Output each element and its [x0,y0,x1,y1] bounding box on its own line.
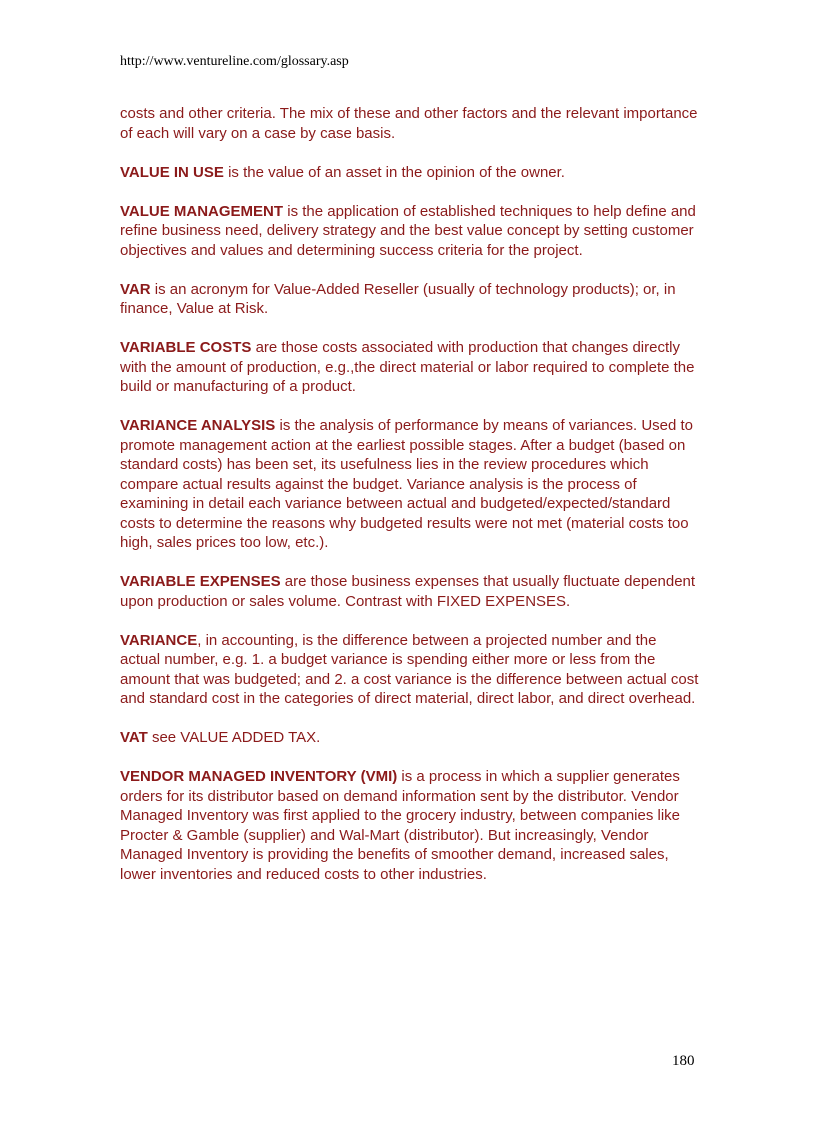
entry-text: is a process in which a supplier generates orders for its distributor based on demand information sent by the distributor. Vendor Managed Inventory was first applied to the grocery industry, between companies like Procter & Gamble (supplier) and Wal-Mart (distributor). But increasingly, Vendor Managed Inventory is providing the benefits of smoother demand, increased sales, lower inventories and reduced costs to other industries. [120,768,681,883]
entry-term: VARIABLE COSTS [120,339,252,356]
glossary-entry-vat [120,728,700,748]
glossary-entry-variance-analysis [120,416,700,553]
glossary-content [120,104,700,904]
entry-term: VARIANCE [120,631,198,649]
page-number: 180 [672,1053,695,1069]
glossary-entry-vmi [120,767,700,884]
glossary-entry-var [120,280,700,319]
page-header-url: http://www.ventureline.com/glossary.asp [120,54,349,69]
entry-text: , in accounting, is the difference between a projected number and the actual number, e.g. 1. a budget variance is spending either more or less from the amount that was budgeted; and 2. a cost variance is the difference between actual cost and standard cost in the categories of direct material, direct labor, and direct overhead. [120,631,699,707]
glossary-entry-variable-expenses [120,572,700,611]
glossary-entry-continuation [120,104,700,143]
entry-text: are those business expenses that usually fluctuate dependent upon production or sales volume. Contrast with FIXED EXPENSES. [120,573,696,610]
entry-text: is an acronym for Value-Added Reseller (usually of technology products); or, in finance, Value at Risk. [120,280,676,317]
entry-term: VAT [120,729,148,746]
entry-text: are those costs associated with production that changes directly with the amount of production, e.g.,the direct material or labor required to complete the build or manufacturing of a product. [120,339,695,395]
entry-text: see VALUE ADDED TAX. [147,729,321,746]
glossary-entry-value-management [120,202,700,261]
entry-term: VAR [120,280,151,298]
entry-text: costs and other criteria. The mix of these and other factors and the relevant importance of each will vary on a case by case basis. [120,105,698,142]
glossary-entry-value-in-use [120,163,700,183]
entry-term: VARIANCE ANALYSIS [120,417,276,434]
entry-term: VARIABLE EXPENSES [120,573,281,590]
entry-text: is the value of an asset in the opinion of the owner. [223,163,565,181]
entry-term: VALUE MANAGEMENT [120,202,284,220]
entry-term: VALUE IN USE [120,163,224,181]
entry-term: VENDOR MANAGED INVENTORY (VMI) [120,768,398,785]
glossary-entry-variance [120,631,700,709]
entry-text: is the analysis of performance by means of variances. Used to promote management action at the earliest possible stages. After a budget (based on standard costs) has been set, its usefulness lies in the review procedures which compare actual results against the budget. Variance analysis is the process of examining in detail each variance between actual and budgeted/expected/standard costs to determine the reasons why budgeted results were not met (material costs too high, sales prices too low, etc.). [120,417,694,551]
entry-text: is the application of established techniques to help define and refine business need, delivery strategy and the best value concept by setting customer objectives and values and determining success criteria for the project. [120,202,696,259]
glossary-entry-variable-costs [120,338,700,397]
